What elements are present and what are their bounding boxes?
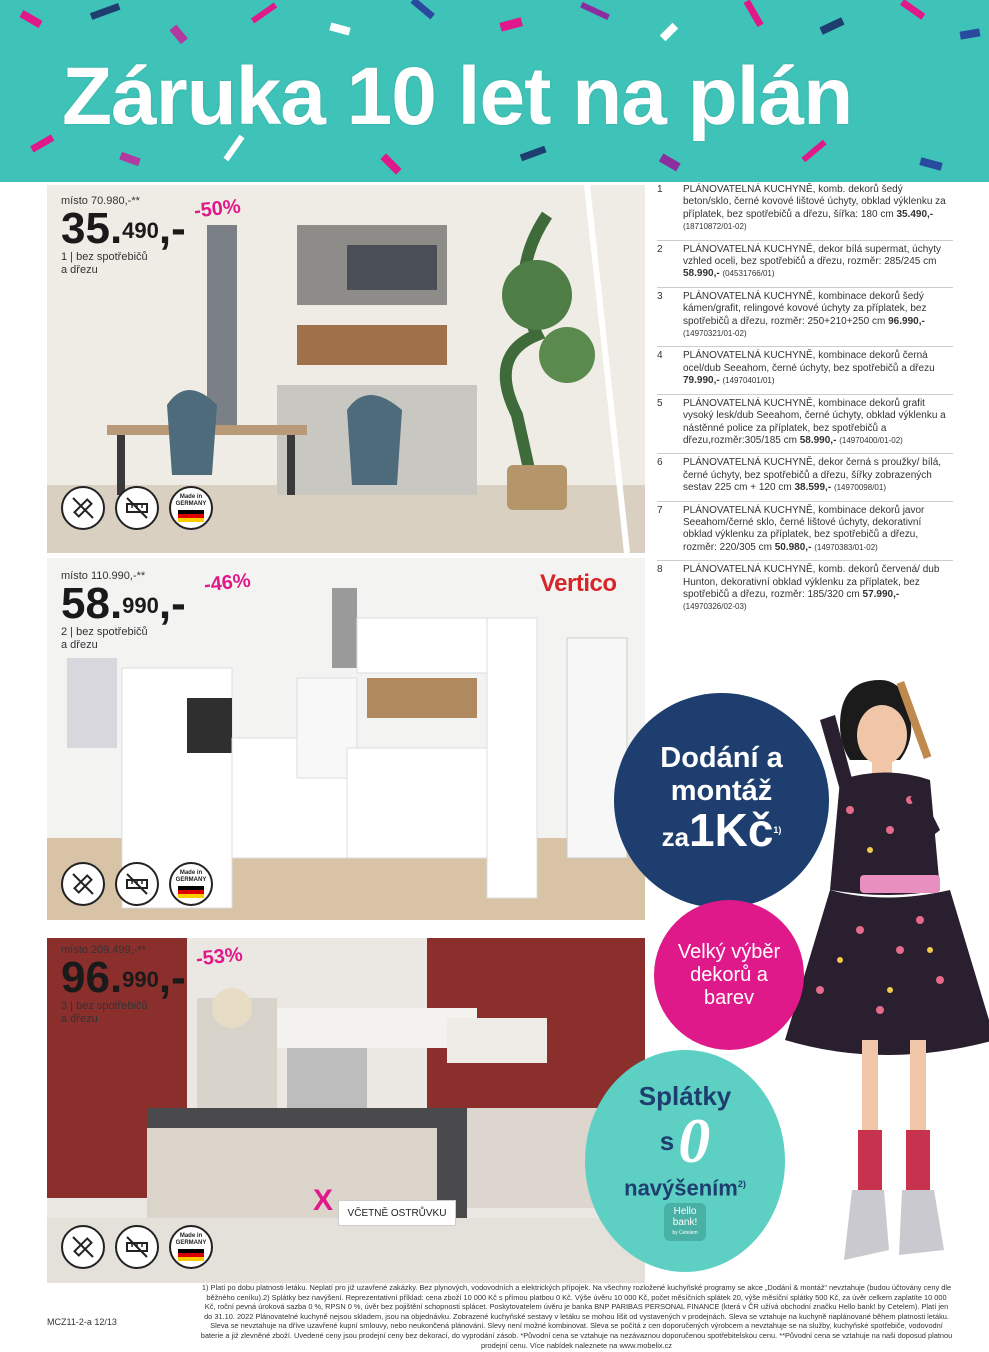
list-item: 3 PLÁNOVATELNÁ KUCHYNĚ, kombinace dekorů šedý kámen/grafit, relingové kovové úchyty za příplatek, bez spotřebičů a dřezu, rozměr: 250+210+250 cm 96.990,- (14970321/01-02): [657, 288, 953, 348]
price-block-2: [61, 570, 186, 652]
price-note: 3 | bez spotřebičů a dřezu: [61, 1000, 148, 1025]
old-price: místo 209.499,-**: [61, 944, 146, 956]
list-item: 4 PLÁNOVATELNÁ KUCHYNĚ, kombinace dekorů černá ocel/dub Seeahom, černé úchyty, bez spotřebičů a dřezu 79.990,- (14970401/01): [657, 347, 953, 394]
no-tools-icon: [61, 486, 105, 530]
list-item: 6 PLÁNOVATELNÁ KUCHYNĚ, dekor černá s proužky/ bílá, černé úchyty, bez spotřebičů a dřezu, šířky zobrazených sestav 225 cm + 120 cm 38.599,- (14970098/01): [657, 454, 953, 501]
island-label: VČETNĚ OSTRŮVKU: [338, 1200, 456, 1226]
no-tools-icon: [61, 1225, 105, 1269]
price: 35.$^{490}$,-: [61, 204, 186, 253]
header-banner: [0, 0, 989, 182]
installments-promo: Splátky s 0 navýšením$^{2)}$ Hello bank! by Cetelem: [585, 1050, 785, 1272]
price-block-3: [61, 944, 186, 1026]
old-price: místo 110.990,-**: [61, 570, 146, 582]
measure-icon: [115, 1225, 159, 1269]
old-price: místo 70.980,-**: [61, 195, 140, 207]
list-item: 5 PLÁNOVATELNÁ KUCHYNĚ, kombinace dekorů grafit vysoký lesk/dub Seeahom, černé úchyty, obklad výklenku a nástěnné police za příplatek, bez spotřebičů a dřezu,rozměr:305/185 cm 58.990,- (14970400/01-02): [657, 395, 953, 455]
discount-badge: -50%: [192, 195, 242, 223]
page-code: MCZ11-2-a 12/13: [47, 1317, 117, 1327]
product-list: [657, 181, 953, 620]
list-item: 8 PLÁNOVATELNÁ KUCHYNĚ, komb. dekorů červená/ dub Hunton, dekorativní obklad výklenku za příplatek, bez spotřebičů a dřezu, rozměr: 185/320 cm 57.990,- (14970326/02-03): [657, 564, 940, 612]
price-note: 1 | bez spotřebičů a dřezu: [61, 251, 148, 276]
price: 96.$^{990}$,-: [61, 953, 186, 1002]
island-marker: X: [313, 1184, 334, 1217]
brand-logo: Vertico: [540, 570, 617, 597]
list-item: 1 PLÁNOVATELNÁ KUCHYNĚ, komb. dekorů šedý beton/sklo, černé kovové lištové úchyty, obklad výklenku za příplatek, bez spotřebičů a dřezu, šířka: 180 cm 35.490,- (18710872/01-02): [657, 181, 953, 241]
feature-icons-2: [61, 862, 213, 906]
list-item: 7 PLÁNOVATELNÁ KUCHYNĚ, kombinace dekorů javor Seeahom/černé sklo, černé lištové úchyty, dekorativní obklad výklenku za příplatek, bez spotřebičů a dřezu, rozměr: 220/305 cm 50.980,- (14970383/01-02): [657, 502, 953, 562]
price-block-1: [61, 195, 186, 277]
footer-disclaimer: 1) Platí po dobu platnosti letáku. Neplatí pro již uzavřené zakázky. Bez plynových, vodovodních a elektrických přípojek. Na všechny rozložené kuchyňské programy se akce „Dodání & montáž“ nevztahuje (budou účtovány ceny dle běžného ceníku).2) Splátky bez navýšení. Reprezentativní příklad: cena zboží 10 000 Kč s přímou platbou 0 Kč. Výše úvěru 10 000 Kč, počet měsíčních splátek 20, výše měsíční splátky 500 Kč, za úvěr celkem zaplatíte 10 000 Kč, roční pevná úroková sazba 0 %, RPSN 0 %, úvěr bez pojištění schopnosti splácet. Poskytovatelem úvěru je banka BNP PARIBAS PERSONAL FINANCE (která v ČR užívá obchodní značku Hello bank! by Cetelem). Platí jen do 31.10. 2022 Plánovatelné kuchyně nejsou skladem, jsou na objednávku. Zobrazené kuchyňské sestavy v letáku se mohou lišit od vystavených v prodejnách. Sleva se vztahuje na kuchyně naplánované během platnosti letáku. Sleva se nevztahuje na dříve uzavřené kupní smlouvy, nebo neukončená plánování. Slevy není možné kombinovat. Sleva se počítá z cen doporučených výrobcem a nevztahuje se na služby, kuchyňské spotřebiče, vodovodní baterie a již zlevněné zboží. Uvedené ceny jsou prodejní ceny bez dekorací, do vyprodání zásob. *Původní cena se vztahuje na nezávaznou doporučenou spotřebitelskou cenu. **Původní cena se vztahuje na naši doposud platnou prodejní cenu. Více nabídek naleznete na www.mobelix.cz: [200, 1283, 953, 1350]
discount-badge: -46%: [202, 569, 252, 597]
measure-icon: [115, 486, 159, 530]
feature-icons-3: [61, 1225, 213, 1269]
price: 58.$^{990}$,-: [61, 579, 186, 628]
no-tools-icon: [61, 862, 105, 906]
feature-icons-1: [61, 486, 213, 530]
decors-promo: Velký výběr dekorů a barev: [654, 900, 804, 1050]
list-item: 2 PLÁNOVATELNÁ KUCHYNĚ, dekor bílá supermat, úchyty vzhled oceli, bez spotřebičů a dřezu, rozměr: 285/245 cm 58.990,- (04531766/01): [657, 241, 953, 288]
made-in-germany-icon: Made in GERMANY: [169, 486, 213, 530]
delivery-promo: Dodání a montáž $za1Kč^{1)}$: [614, 693, 829, 908]
measure-icon: [115, 862, 159, 906]
discount-badge: -53%: [194, 943, 244, 971]
price-note: 2 | bez spotřebičů a dřezu: [61, 626, 148, 651]
made-in-germany-icon: Made in GERMANY: [169, 1225, 213, 1269]
made-in-germany-icon: Made in GERMANY: [169, 862, 213, 906]
hello-bank-logo: Hello bank! by Cetelem: [664, 1203, 706, 1241]
banner-title: Záruka 10 let na plán: [62, 51, 853, 142]
